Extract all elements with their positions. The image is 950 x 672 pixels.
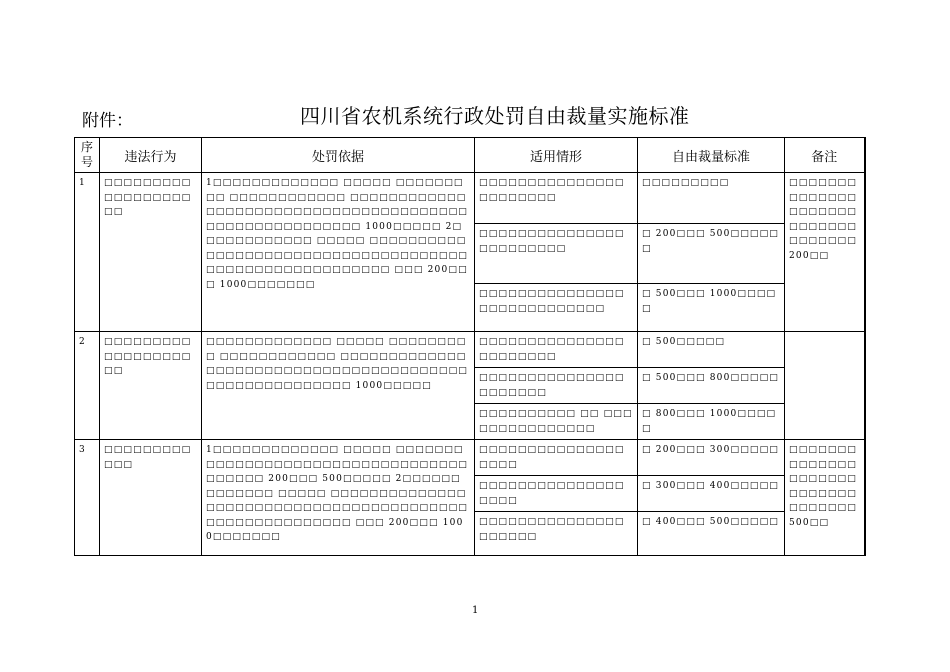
document-title: 四川省农机系统行政处罚自由裁量实施标准 bbox=[300, 104, 690, 128]
attachment-label: 附件： bbox=[82, 111, 133, 131]
row-standard: □ 500□□□ 800□□□□□ bbox=[638, 368, 785, 404]
row-violation: □□□□□□□□□□□□□□□□□□□□ bbox=[100, 332, 202, 440]
header-serial-no: 序号 bbox=[75, 138, 100, 173]
row-remarks bbox=[785, 332, 865, 440]
row-violation: □□□□□□□□□□□□□□□□□□□□ bbox=[100, 173, 202, 332]
row-violation: □□□□□□□□□□□□ bbox=[100, 440, 202, 556]
row-standard: □ 500□□□ 1000□□□□□ bbox=[638, 284, 785, 332]
row-situation: □□□□□□□□□□□□□□□□□□□ bbox=[475, 440, 638, 476]
table-row bbox=[75, 440, 865, 476]
header-remarks: 备注 bbox=[785, 138, 865, 173]
row-standard: □ 200□□□ 500□□□□□□ bbox=[638, 224, 785, 284]
table-row bbox=[75, 332, 865, 368]
page-number: 1 bbox=[472, 605, 479, 616]
header-violation: 违法行为 bbox=[100, 138, 202, 173]
header-discretion-standard: 自由裁量标准 bbox=[638, 138, 785, 173]
row-standard: □ 500□□□□□ bbox=[638, 332, 785, 368]
row-standard: □ 300□□□ 400□□□□□ bbox=[638, 476, 785, 512]
row-serial-no: 2 bbox=[75, 332, 100, 440]
row-situation: □□□□□□□□□□□□□□□□□□□□□□□ bbox=[475, 332, 638, 368]
row-situation: □□□□□□□□□□ □□ □□□□□□□□□□□□□□□ bbox=[475, 404, 638, 440]
row-remarks: □□□□□□□□□□□□□□□□□□□□□□□□□□□□□□□□□□□ 200□□ bbox=[785, 173, 865, 332]
row-situation: □□□□□□□□□□□□□□□□□□□□□□ bbox=[475, 368, 638, 404]
row-situation: □□□□□□□□□□□□□□□□□□□ bbox=[475, 476, 638, 512]
row-standard: □□□□□□□□□ bbox=[638, 173, 785, 224]
row-serial-no: 1 bbox=[75, 173, 100, 332]
row-remarks: □□□□□□□□□□□□□□□□□□□□□□□□□□□□□□□□□□□ 500□□ bbox=[785, 440, 865, 556]
row-standard: □ 400□□□ 500□□□□□ bbox=[638, 512, 785, 556]
header-situation: 适用情形 bbox=[475, 138, 638, 173]
table-row bbox=[75, 173, 865, 224]
header-basis: 处罚依据 bbox=[202, 138, 475, 173]
row-basis: 1□□□□□□□□□□□□□ □□□□□ □□□□□□□□□□□□□□□□□□□□□□□□□□□□□□□□□□□□□□□□ 200□□□ 500□□□□□ 2□□□□□□□□□□□□□ □□□□□ □□□□□□□□□□□□□□□□□□□□□□□□□□□□□□□□□□□□□□□□□□□□□□□□□□□□□□□□ □□□ 200□□□ 1000□□□□□□□ bbox=[202, 440, 475, 556]
row-situation: □□□□□□□□□□□□□□□□□□□□□□□□□□□□ bbox=[475, 284, 638, 332]
row-standard: □ 800□□□ 1000□□□□□ bbox=[638, 404, 785, 440]
row-basis: □□□□□□□□□□□□□ □□□□□ □□□□□□□□□ □□□□□□□□□□□□ □□□□□□□□□□□□□□□□□□□□□□□□□□□□□□□□□□□□□□□□□□□□□□□□□□□□□□□ 1000□□□□□ bbox=[202, 332, 475, 440]
row-basis: 1□□□□□□□□□□□□□ □□□□□ □□□□□□□□□ □□□□□□□□□□□□ □□□□□□□□□□□□□□□□□□□□□□□□□□□□□□□□□□□□□□□□□□□□□□□□□□□□□□□ 1000□□□□□ 2□□□□□□□□□□□□ □□□□□ □□□□□□□□□□□□□□□□□□□□□□□□□□□□□□□□□□□□□□□□□□□□□□□□□□□□□□□□ □□□ 200□□□ 1000□□□□□□□ bbox=[202, 173, 475, 332]
row-situation: □□□□□□□□□□□□□□□□□□□□□□□ bbox=[475, 173, 638, 224]
row-situation: □□□□□□□□□□□□□□□□□□□□□ bbox=[475, 512, 638, 556]
row-situation: □□□□□□□□□□□□□□□□□□□□□□□□ bbox=[475, 224, 638, 284]
table-header-row bbox=[75, 138, 865, 173]
penalty-standard-table bbox=[74, 137, 866, 556]
row-standard: □ 200□□□ 300□□□□□ bbox=[638, 440, 785, 476]
row-serial-no: 3 bbox=[75, 440, 100, 556]
